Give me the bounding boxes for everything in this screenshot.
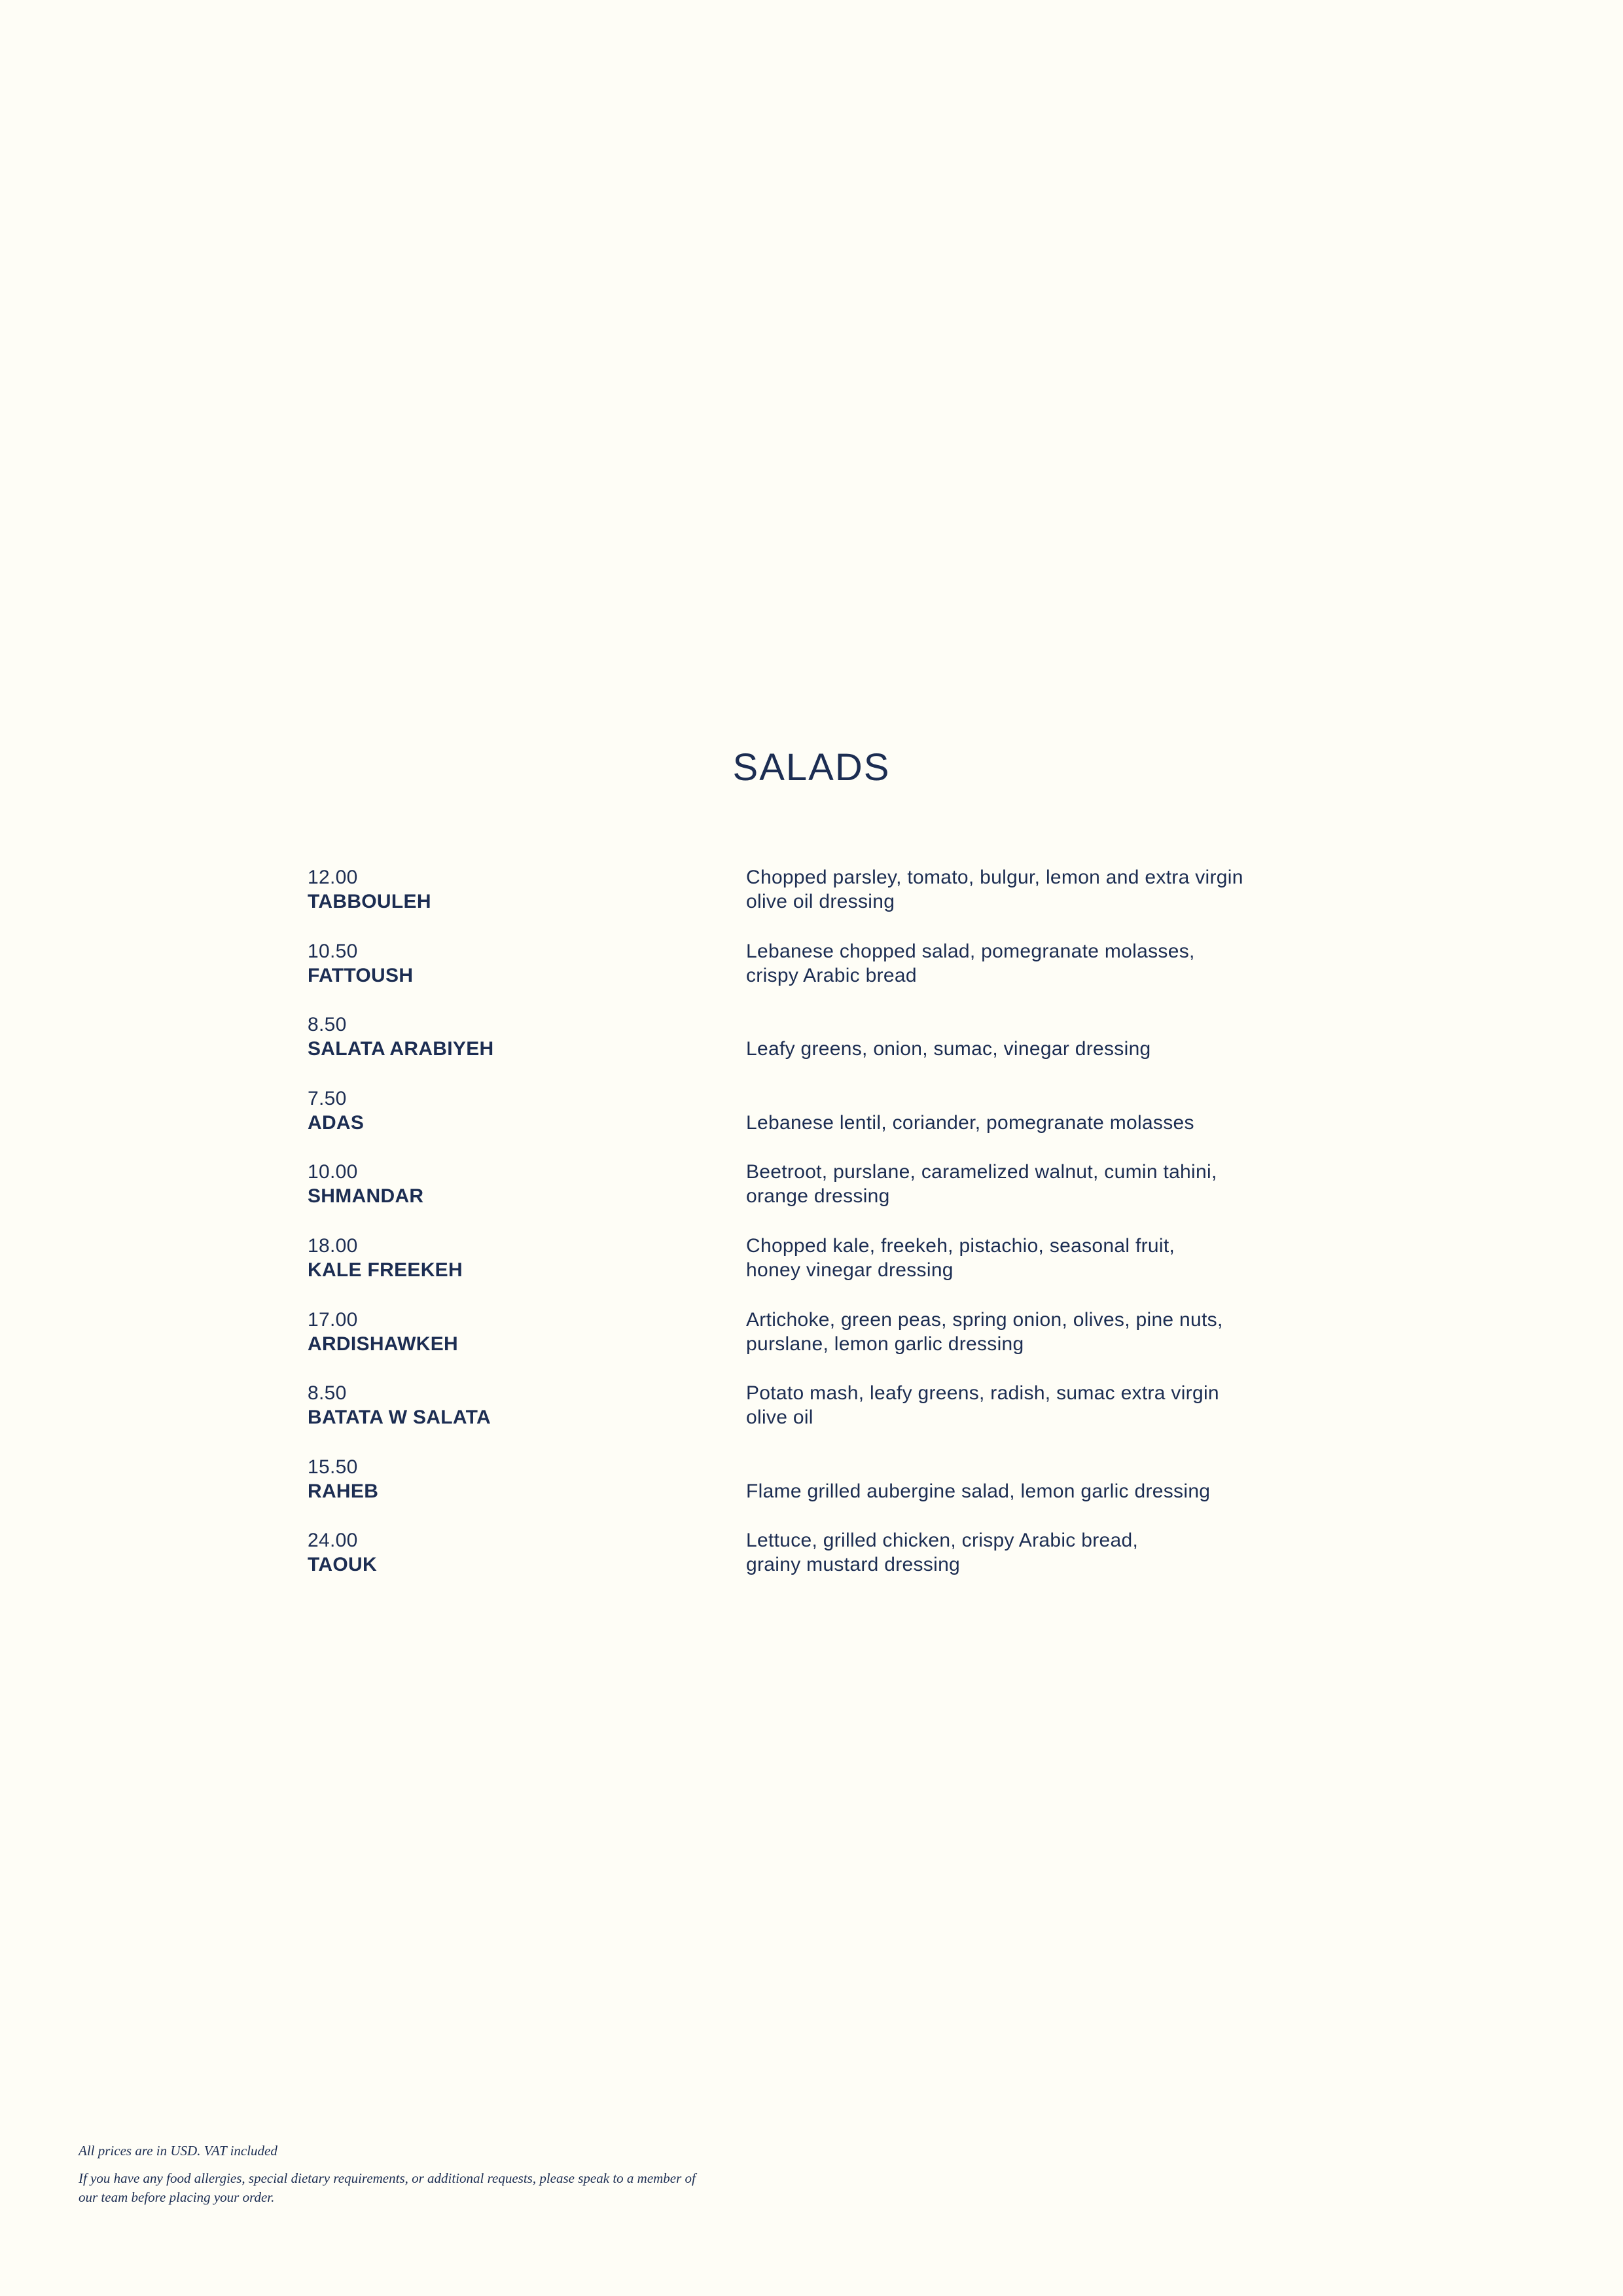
item-description [746, 1086, 1355, 1135]
item-description-line: Chopped kale, freekeh, pistachio, seasonal fruit, [746, 1234, 1175, 1257]
item-name: FATTOUSH [308, 964, 414, 986]
menu-item [308, 939, 1355, 1013]
item-description-line: Chopped parsley, tomato, bulgur, lemon and extra virgin [746, 867, 1243, 888]
item-description [746, 1528, 1355, 1577]
item-description-line: Artichoke, green peas, spring onion, olives, pine nuts, [746, 1308, 1223, 1331]
menu-list [308, 865, 1355, 1602]
item-name: KALE FREEKEH [308, 1259, 463, 1281]
item-price: 8.50 [308, 1382, 347, 1405]
item-name: SALATA ARABIYEH [308, 1038, 494, 1060]
item-name: SHMANDAR [308, 1185, 424, 1208]
item-description-line: Flame grilled aubergine salad, lemon garlic dressing [746, 1480, 1211, 1502]
item-description-line: olive oil dressing [746, 891, 895, 912]
item-description-line: purslane, lemon garlic dressing [746, 1333, 1024, 1355]
menu-item [308, 1086, 1355, 1160]
item-name: ADAS [308, 1111, 365, 1134]
item-description-line: Potato mash, leafy greens, radish, sumac extra virgin [746, 1382, 1219, 1405]
item-description-line: Lebanese lentil, coriander, pomegranate molasses [746, 1111, 1194, 1134]
item-price: 12.00 [308, 867, 358, 888]
item-description-line: orange dressing [746, 1185, 890, 1208]
item-name: ARDISHAWKEH [308, 1333, 458, 1355]
item-description [746, 1013, 1355, 1061]
menu-item [308, 1160, 1355, 1234]
item-description-line: Lebanese chopped salad, pomegranate molasses, [746, 940, 1195, 962]
menu-item [308, 1308, 1355, 1382]
item-price: 7.50 [308, 1087, 347, 1109]
prices-note: All prices are in USD. VAT included [79, 2143, 277, 2159]
page-title: SALADS [732, 745, 891, 789]
item-description [746, 865, 1355, 914]
item-price: 17.00 [308, 1308, 358, 1331]
item-description-line: Leafy greens, onion, sumac, vinegar dressing [746, 1038, 1151, 1060]
menu-item [308, 1528, 1355, 1602]
menu-item [308, 1234, 1355, 1308]
menu-item [308, 865, 1355, 939]
item-price: 10.00 [308, 1161, 358, 1183]
allergy-note: If you have any food allergies, special dietary requirements, or additional requests, please speak to a member of our team before placing your order. [79, 2170, 696, 2205]
item-name: TAOUK [308, 1554, 377, 1576]
item-description-line: honey vinegar dressing [746, 1259, 954, 1281]
menu-item [308, 1381, 1355, 1455]
item-description [746, 1234, 1355, 1282]
item-price: 18.00 [308, 1234, 358, 1257]
item-description-line: Lettuce, grilled chicken, crispy Arabic bread, [746, 1530, 1139, 1552]
item-description-line: Beetroot, purslane, caramelized walnut, cumin tahini, [746, 1161, 1217, 1183]
menu-item [308, 1013, 1355, 1086]
item-price: 24.00 [308, 1530, 358, 1552]
item-name: RAHEB [308, 1480, 379, 1502]
item-description [746, 1308, 1355, 1356]
item-price: 8.50 [308, 1014, 347, 1036]
item-description [746, 939, 1355, 988]
item-name: TABBOULEH [308, 891, 431, 912]
item-price: 15.50 [308, 1456, 358, 1478]
menu-item [308, 1455, 1355, 1529]
item-description [746, 1381, 1355, 1429]
item-description [746, 1160, 1355, 1208]
item-description-line: grainy mustard dressing [746, 1554, 961, 1576]
item-description [746, 1455, 1355, 1503]
item-name: BATATA W SALATA [308, 1407, 491, 1429]
item-description-line: crispy Arabic bread [746, 964, 917, 986]
item-price: 10.50 [308, 940, 358, 962]
item-description-line: olive oil [746, 1407, 813, 1429]
